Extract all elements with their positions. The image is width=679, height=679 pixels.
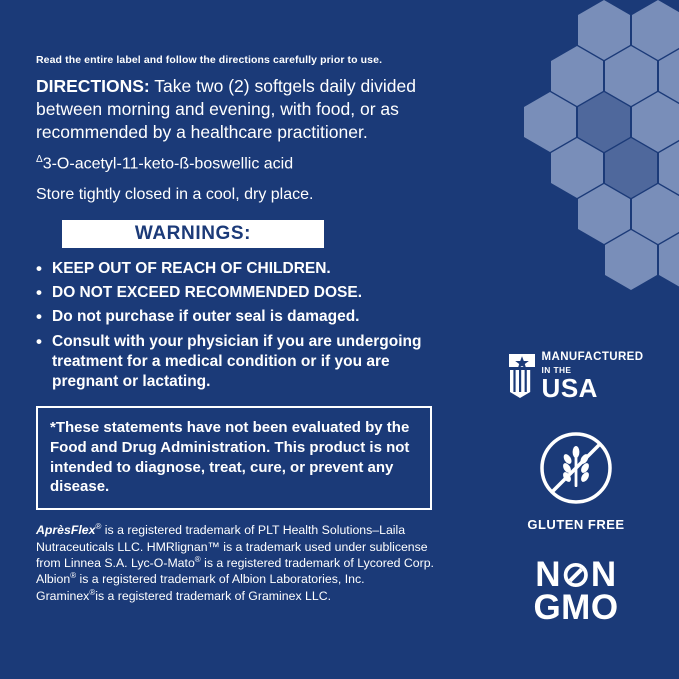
acid-line-text: 3-O-acetyl-11-keto-ß-boswellic acid <box>42 155 294 173</box>
registered-mark-icon: ® <box>95 522 102 532</box>
registered-mark-icon: ® <box>89 587 96 597</box>
usa-badge-text <box>542 352 644 401</box>
warning-text: KEEP OUT OF REACH OF CHILDREN. <box>52 260 331 278</box>
trademark-line-4: is a registered trademark of Graminex LLC. <box>95 588 332 603</box>
non-gmo-badge <box>501 554 651 628</box>
wheat-crossed-icon <box>539 431 613 505</box>
list-item <box>36 259 432 279</box>
registered-mark-icon: ® <box>70 571 77 581</box>
trademark-brand: AprèsFlex <box>36 523 96 538</box>
warnings-list <box>36 259 432 392</box>
usa-line-2: IN THE <box>541 364 572 375</box>
label-text-column <box>36 54 432 604</box>
usa-line-1: MANUFACTURED <box>541 351 644 363</box>
manufactured-in-usa-badge <box>501 352 651 401</box>
bullet-icon: • <box>36 307 42 327</box>
non-gmo-line-2: GMO <box>533 588 619 628</box>
gluten-free-badge <box>501 431 651 532</box>
hexagon-pattern-decoration <box>419 0 679 290</box>
usa-line-3: USA <box>541 372 598 403</box>
star-flag-icon <box>509 354 535 398</box>
warnings-title: WARNINGS: <box>62 220 324 248</box>
trademark-line-1: is a registered trademark of PLT Health Solutions–Laila Nutraceuticals LLC. HMRlignan™ is a trademark used under sublicense from Linnea S.A. Lyc-O-Mato <box>36 523 428 571</box>
gluten-free-label: GLUTEN FREE <box>527 516 625 532</box>
acid-superscript: Δ <box>36 154 43 166</box>
list-item <box>36 307 432 327</box>
directions-body: Take two (2) softgels daily divided between morning and evening, with food, or as recommended by a healthcare practitioner. <box>36 76 416 142</box>
registered-mark-icon: ® <box>194 554 201 564</box>
bullet-icon: • <box>36 259 42 279</box>
read-label-instruction: Read the entire label and follow the directions carefully prior to use. <box>36 54 383 66</box>
bullet-icon: • <box>36 283 42 303</box>
storage-instruction: Store tightly closed in a cool, dry place. <box>36 186 314 204</box>
warning-text: Do not purchase if outer seal is damaged. <box>52 308 360 326</box>
list-item <box>36 283 432 303</box>
fda-disclaimer-box: *These statements have not been evaluated by the Food and Drug Administration. This product is not intended to diagnose, treat, cure, or prevent any disease. <box>36 406 432 510</box>
certification-badges <box>501 351 651 628</box>
bullet-icon: • <box>36 331 42 351</box>
trademark-line-2: is a registered trademark of Lycored Corp. Albion <box>36 556 434 587</box>
trademark-line-3: is a registered trademark of Albion Laboratories, Inc. Graminex <box>36 572 365 603</box>
warning-text: DO NOT EXCEED RECOMMENDED DOSE. <box>52 284 363 302</box>
trademark-notice <box>36 522 436 604</box>
directions-paragraph <box>36 75 432 143</box>
active-ingredient-line <box>36 153 432 175</box>
warning-text: Consult with your physician if you are undergoing treatment for a medical condition or if you are pregnant or lactating. <box>52 332 422 390</box>
non-gmo-line-1: N⊘N <box>535 554 617 594</box>
directions-heading: DIRECTIONS: <box>36 76 150 96</box>
list-item <box>36 332 432 392</box>
